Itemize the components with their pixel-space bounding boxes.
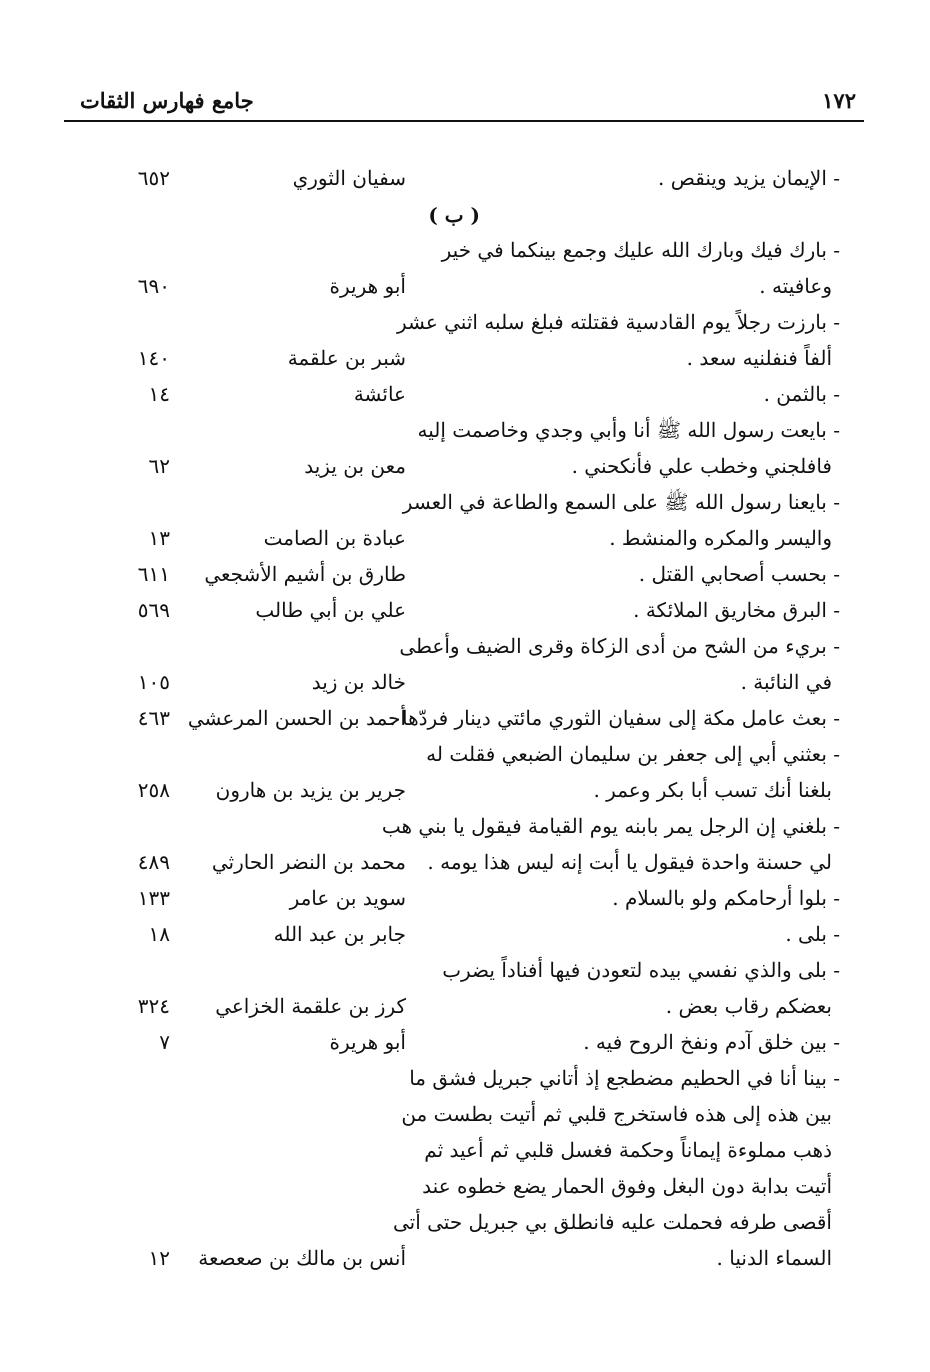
- hadith-text: - بين خلق آدم ونفخ الروح فيه .: [583, 1030, 840, 1054]
- index-entry-line: [0, 1132, 930, 1168]
- index-entry-line: [0, 448, 930, 484]
- index-entry-line: [0, 952, 930, 988]
- narrator-name: أحمد بن الحسن المرعشي: [187, 706, 406, 730]
- index-entry-line: [0, 808, 930, 844]
- reference-number: ١٤: [148, 382, 170, 406]
- index-entry-line: [0, 1240, 930, 1276]
- hadith-text: - بلوا أرحامكم ولو بالسلام .: [612, 886, 840, 910]
- narrator-name: محمد بن النضر الحارثي: [211, 850, 406, 874]
- index-entry-line: [0, 1168, 930, 1204]
- reference-number: ١٨: [148, 922, 170, 946]
- index-entry-line: [0, 556, 930, 592]
- hadith-text: - بعثني أبي إلى جعفر بن سليمان الضبعي فقلت له: [426, 742, 840, 766]
- narrator-name: سفيان الثوري: [292, 166, 406, 190]
- index-entry-line: [0, 844, 930, 880]
- narrator-name: جرير بن يزيد بن هارون: [215, 778, 406, 802]
- hadith-text: بلغنا أنك تسب أبا بكر وعمر .: [593, 778, 832, 802]
- narrator-name: سويد بن عامر: [289, 886, 406, 910]
- hadith-text: - بحسب أصحابي القتل .: [638, 562, 840, 586]
- hadith-text: أقصى طرفه فحملت عليه فانطلق بي جبريل حتى أتى: [392, 1210, 832, 1234]
- hadith-text: بين هذه إلى هذه فاستخرج قلبي ثم أتيت بطست من: [401, 1102, 832, 1126]
- narrator-name: أنس بن مالك بن صعصعة: [198, 1246, 406, 1270]
- reference-number: ٥٦٩: [137, 598, 170, 622]
- index-entry-line: [0, 484, 930, 520]
- hadith-text: - بينا أنا في الحطيم مضطجع إذ أتاني جبريل فشق ما: [409, 1066, 840, 1090]
- narrator-name: خالد بن زيد: [311, 670, 406, 694]
- narrator-name: جابر بن عبد الله: [273, 922, 406, 946]
- hadith-text: ذهب مملوءة إيماناً وحكمة فغسل قلبي ثم أعيد ثم: [424, 1138, 832, 1162]
- hadith-text: فافلجني وخطب علي فأنكحني .: [571, 454, 832, 478]
- index-entry-line: [0, 1060, 930, 1096]
- narrator-name: معن بن يزيد: [304, 454, 406, 478]
- page-header: [64, 86, 864, 122]
- narrator-name: علي بن أبي طالب: [255, 598, 406, 622]
- hadith-text: - بايعنا رسول الله ﷺ على السمع والطاعة في العسر: [402, 490, 840, 514]
- reference-number: ٦٩٠: [137, 274, 170, 298]
- hadith-text: - بلى والذي نفسي بيده لتعودن فيها أفناداً يضرب: [442, 958, 840, 982]
- reference-number: ١٢: [148, 1246, 170, 1270]
- index-entry-line: [0, 304, 930, 340]
- hadith-text: - بايعت رسول الله ﷺ أنا وأبي وجدي وخاصمت إليه: [417, 418, 840, 442]
- index-entry-line: [0, 916, 930, 952]
- hadith-text: - بارزت رجلاً يوم القادسية فقتلته فبلغ سلبه اثني عشر: [396, 310, 840, 334]
- reference-number: ١٣٣: [137, 886, 170, 910]
- reference-number: ١٣: [148, 526, 170, 550]
- hadith-text: لي حسنة واحدة فيقول يا أبت إنه ليس هذا يومه .: [427, 850, 832, 874]
- index-entry-line: [0, 664, 930, 700]
- reference-number: ٤٨٩: [137, 850, 170, 874]
- section-letter: ( ب ): [428, 203, 480, 227]
- reference-number: ٦٥٢: [137, 166, 170, 190]
- index-entry-line: [0, 160, 930, 196]
- reference-number: ٢٥٨: [137, 778, 170, 802]
- index-entry-line: [0, 340, 930, 376]
- hadith-text: - بارك فيك وبارك الله عليك وجمع بينكما في خير: [441, 238, 840, 262]
- hadith-text: بعضكم رقاب بعض .: [665, 994, 832, 1018]
- hadith-text: في النائبة .: [740, 670, 832, 694]
- index-entry-line: [0, 988, 930, 1024]
- narrator-name: أبو هريرة: [329, 274, 406, 298]
- reference-number: ٦١١: [137, 562, 170, 586]
- narrator-name: أبو هريرة: [329, 1030, 406, 1054]
- narrator-name: عائشة: [353, 382, 406, 406]
- index-entry-line: [0, 1024, 930, 1060]
- reference-number: ٤٦٣: [137, 706, 170, 730]
- index-entry-line: [0, 268, 930, 304]
- index-entry-line: [0, 772, 930, 808]
- hadith-text: - بريء من الشح من أدى الزكاة وقرى الضيف وأعطى: [399, 634, 840, 658]
- reference-number: ١٠٥: [137, 670, 170, 694]
- page-number: ١٧٢: [822, 88, 856, 113]
- hadith-text: - بالثمن .: [763, 382, 840, 406]
- reference-number: ١٤٠: [137, 346, 170, 370]
- narrator-name: طارق بن أشيم الأشجعي: [204, 562, 406, 586]
- index-entry-line: [0, 520, 930, 556]
- index-entry-line: [0, 412, 930, 448]
- reference-number: ٣٢٤: [137, 994, 170, 1018]
- hadith-text: - بلى .: [785, 922, 840, 946]
- index-entry-line: [0, 700, 930, 736]
- hadith-text: - الإيمان يزيد وينقص .: [658, 166, 840, 190]
- index-entry-line: [0, 592, 930, 628]
- running-title: جامع فهارس الثقات: [80, 88, 254, 113]
- index-entry-line: [0, 1096, 930, 1132]
- hadith-text: واليسر والمكره والمنشط .: [609, 526, 832, 550]
- index-entry-line: [0, 880, 930, 916]
- narrator-name: شبر بن علقمة: [287, 346, 406, 370]
- hadith-text: ألفاً فنفلنيه سعد .: [686, 346, 832, 370]
- narrator-name: كرز بن علقمة الخزاعي: [215, 994, 406, 1018]
- hadith-text: - بعث عامل مكة إلى سفيان الثوري مائتي دينار فردّها .: [389, 706, 840, 730]
- index-entry-line: [0, 736, 930, 772]
- reference-number: ٦٢: [148, 454, 170, 478]
- hadith-text: أتيت بدابة دون البغل وفوق الحمار يضع خطوه عند: [422, 1174, 832, 1198]
- hadith-text: السماء الدنيا .: [716, 1246, 832, 1270]
- narrator-name: عبادة بن الصامت: [263, 526, 406, 550]
- index-entry-line: [0, 376, 930, 412]
- index-entry-line: [0, 232, 930, 268]
- hadith-text: - البرق مخاريق الملائكة .: [633, 598, 840, 622]
- hadith-text: وعافيته .: [759, 274, 832, 298]
- index-entry-line: [0, 628, 930, 664]
- index-entry-line: [0, 1204, 930, 1240]
- hadith-text: - بلغني إن الرجل يمر بابنه يوم القيامة فيقول يا بني هب: [381, 814, 840, 838]
- reference-number: ٧: [159, 1030, 170, 1054]
